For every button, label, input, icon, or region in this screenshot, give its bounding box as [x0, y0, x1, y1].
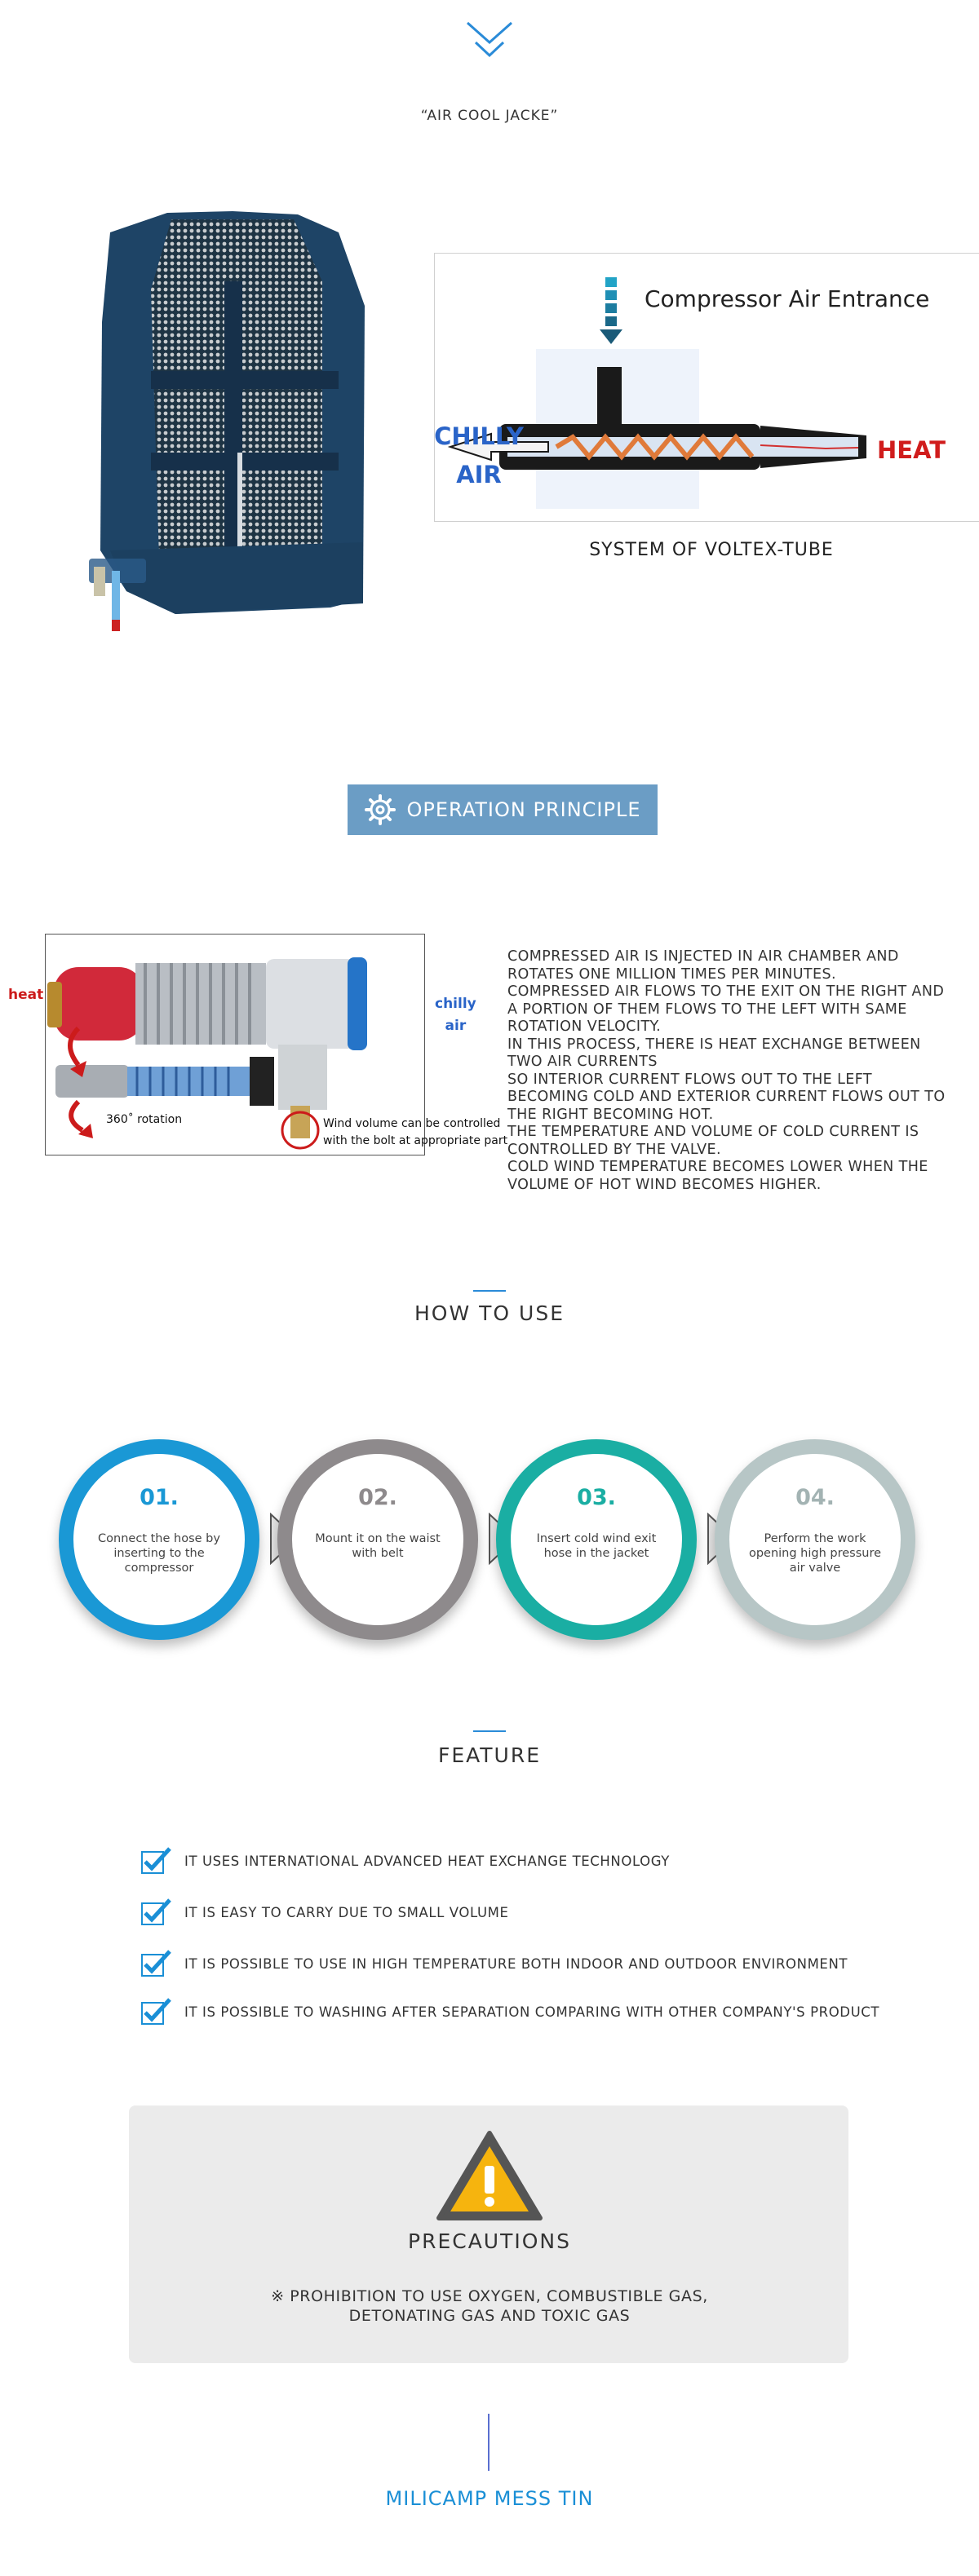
section-divider	[473, 1290, 506, 1292]
feature-text: IT IS EASY TO CARRY DUE TO SMALL VOLUME	[184, 1904, 509, 1920]
checkbox-checked-icon	[140, 1998, 173, 2026]
operation-paragraph: COMPRESSED AIR FLOWS TO THE EXIT ON THE RIGHT AND A PORTION OF THEM FLOWS TO THE LEFT WITH SAME ROTATION VELOCITY.	[507, 983, 945, 1035]
precautions-text	[0, 2287, 979, 2326]
feature-title: FEATURE	[437, 1743, 542, 1767]
section-divider	[488, 2414, 490, 2471]
vest-image	[78, 208, 383, 636]
checkbox-checked-icon	[140, 1847, 173, 1875]
step-4	[715, 1439, 915, 1640]
device-chilly-line1: chilly	[435, 996, 476, 1012]
step-3	[496, 1439, 697, 1640]
chilly-label-line1: CHILLY	[434, 422, 524, 450]
operation-paragraph: IN THIS PROCESS, THERE IS HEAT EXCHANGE BETWEEN TWO AIR CURRENTS	[507, 1036, 921, 1070]
step-number: 03.	[577, 1485, 616, 1510]
wind-volume-label	[323, 1116, 507, 1150]
feature-item	[140, 1995, 879, 2028]
next-section-title: MILICAMP MESS TIN	[385, 2487, 594, 2510]
chilly-air-label	[434, 418, 524, 494]
step-text: Perform the work opening high pressure air valve	[748, 1532, 882, 1575]
wind-line2: with the bolt at appropriate part	[323, 1134, 508, 1147]
operation-paragraph: COLD WIND TEMPERATURE BECOMES LOWER WHEN THE VOLUME OF HOT WIND BECOMES HIGHER.	[507, 1159, 928, 1193]
operation-principle-title: OPERATION PRINCIPLE	[406, 798, 641, 821]
feature-item	[140, 1896, 509, 1929]
jacket-title: “AIR COOL JACKE”	[420, 108, 559, 124]
rotation-label: 360˚ rotation	[106, 1113, 183, 1126]
step-number: 02.	[358, 1485, 397, 1510]
section-divider	[473, 1730, 506, 1732]
heat-label: HEAT	[877, 436, 946, 464]
wind-line1: Wind volume can be controlled	[323, 1117, 501, 1130]
precautions-title: PRECAUTIONS	[408, 2229, 571, 2253]
operation-paragraph: THE TEMPERATURE AND VOLUME OF COLD CURRENT IS CONTROLLED BY THE VALVE.	[507, 1124, 919, 1158]
step-2	[277, 1439, 478, 1640]
device-heat-label: heat	[8, 987, 44, 1003]
step-number: 01.	[140, 1485, 179, 1510]
air-entrance-label: Compressor Air Entrance	[645, 285, 930, 312]
step-text: Mount it on the waist with belt	[315, 1532, 441, 1560]
gear-icon	[364, 793, 396, 826]
feature-text: IT USES INTERNATIONAL ADVANCED HEAT EXCHANGE TECHNOLOGY	[184, 1853, 670, 1869]
operation-paragraph: COMPRESSED AIR IS INJECTED IN AIR CHAMBER AND ROTATES ONE MILLION TIMES PER MINUTES.	[507, 948, 899, 983]
step-text: Insert cold wind exit hose in the jacket	[536, 1532, 657, 1560]
operation-principle-header	[348, 784, 658, 835]
step-number: 04.	[795, 1485, 835, 1510]
operation-description	[507, 948, 955, 1194]
chevron-down-icon[interactable]	[461, 18, 518, 60]
step-text: Connect the hose by inserting to the compressor	[98, 1532, 220, 1575]
feature-text: IT IS POSSIBLE TO WASHING AFTER SEPARATION COMPARING WITH OTHER COMPANY'S PRODUCT	[184, 2004, 880, 2020]
feature-item	[140, 1845, 670, 1877]
feature-item	[140, 1947, 848, 1980]
checkbox-checked-icon	[140, 1950, 173, 1977]
feature-text: IT IS POSSIBLE TO USE IN HIGH TEMPERATURE BOTH INDOOR AND OUTDOOR ENVIRONMENT	[184, 1955, 848, 1972]
device-chilly-line2: air	[445, 1018, 467, 1034]
checkbox-checked-icon	[140, 1898, 173, 1926]
precautions-line: DETONATING GAS AND TOXIC GAS	[348, 2307, 631, 2325]
chilly-label-line2: AIR	[456, 461, 502, 488]
warning-icon	[436, 2130, 543, 2221]
diagram-caption: SYSTEM OF VOLTEX-TUBE	[589, 540, 834, 560]
air-entrance-arrow	[600, 277, 622, 344]
how-to-use-title: HOW TO USE	[414, 1301, 565, 1325]
operation-paragraph: SO INTERIOR CURRENT FLOWS OUT TO THE LEFT BECOMING COLD AND EXTERIOR CURRENT FLOWS OUT TO THE RIGHT BECOMING HOT.	[507, 1071, 946, 1123]
precautions-line: ※ PROHIBITION TO USE OXYGEN, COMBUSTIBLE GAS,	[271, 2287, 708, 2305]
step-1	[59, 1439, 259, 1640]
device-chilly-label	[435, 993, 476, 1037]
